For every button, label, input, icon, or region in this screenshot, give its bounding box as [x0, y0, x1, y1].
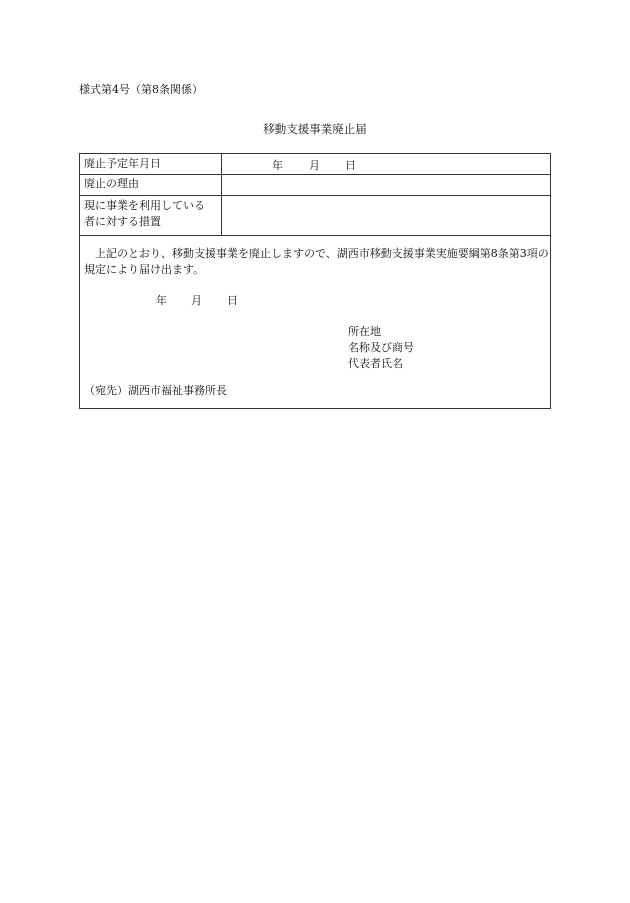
abolition-date-row	[80, 154, 550, 175]
user-measures-label-line2: 者に対する措置	[84, 215, 161, 228]
abolition-reason-label: 廃止の理由	[80, 174, 222, 195]
address-label: 所在地	[348, 325, 381, 338]
abolition-reason-field[interactable]	[222, 174, 550, 195]
abolition-month-unit: 月	[309, 159, 320, 172]
company-name-label: 名称及び商号	[348, 341, 414, 354]
addressee: （宛先）湖西市福祉事務所長	[84, 384, 227, 397]
abolition-date-field[interactable]	[222, 154, 550, 174]
form-frame	[79, 153, 551, 409]
user-measures-row	[80, 195, 550, 236]
abolition-date-label: 廃止予定年月日	[80, 154, 222, 174]
form-number: 様式第4号（第8条関係）	[79, 83, 203, 96]
document-title: 移動支援事業廃止届	[263, 122, 367, 136]
representative-name-label: 代表者氏名	[348, 357, 403, 370]
submission-month-unit: 月	[191, 294, 202, 307]
declaration-statement: 上記のとおり、移動支援事業を廃止しますので、湖西市移動支援事業実施要綱第8条第3項の規定により届け出ます。	[84, 247, 549, 276]
user-measures-label	[80, 195, 222, 235]
user-measures-field[interactable]	[222, 195, 550, 235]
abolition-reason-row	[80, 174, 550, 196]
submission-day-unit: 日	[227, 294, 238, 307]
abolition-year-unit: 年	[272, 159, 283, 172]
user-measures-label-line1: 現に事業を利用している	[84, 199, 205, 212]
submission-year-unit: 年	[156, 294, 167, 307]
abolition-day-unit: 日	[345, 159, 356, 172]
